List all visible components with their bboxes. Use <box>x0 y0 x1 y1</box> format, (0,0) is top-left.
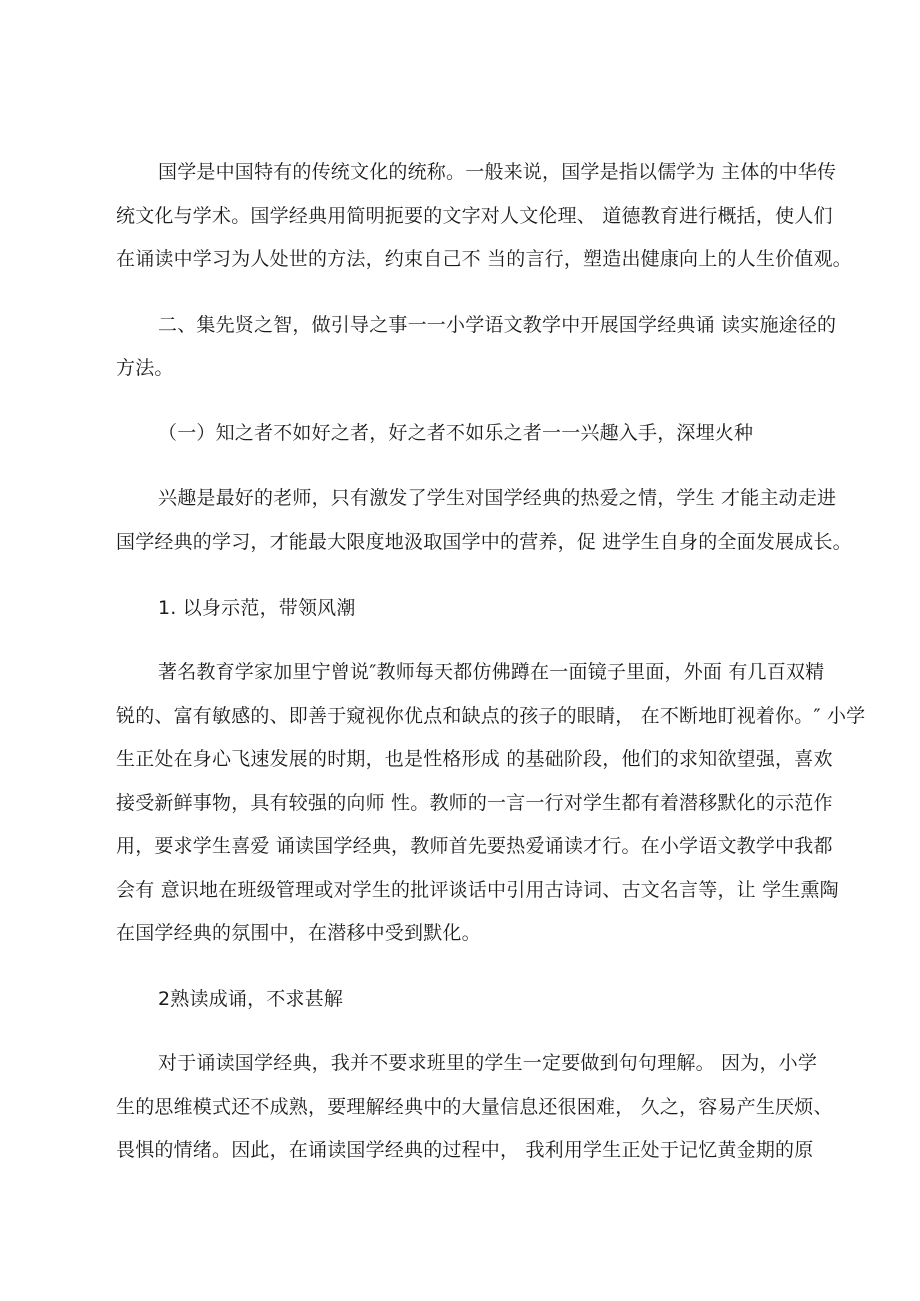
paragraph-line: 生正处在身心飞速发展的时期，也是性格形成 的基础阶段，他们的求知欲望强，喜欢 <box>116 748 833 770</box>
paragraph-line: 国学是中国特有的传统文化的统称。一般来说，国学是指以儒学为 主体的中华传 <box>158 161 837 183</box>
paragraph-line: 生的思维模式还不成熟，要理解经典中的大量信息还很困难， 久之，容易产生厌烦、 <box>116 1096 833 1118</box>
paragraph-line: 锐的、富有敏感的、即善于窥视你优点和缺点的孩子的眼睛， 在不断地盯视着你。″ 小学 <box>116 705 866 727</box>
paragraph-line: 国学经典的学习，才能最大限度地汲取国学中的营养，促 进学生自身的全面发展成长。 <box>116 531 852 553</box>
section-heading: 二、集先贤之智，做引导之事一一小学语文教学中开展国学经典诵 读实施途径的 <box>158 314 837 336</box>
paragraph-line: 兴趣是最好的老师，只有激发了学生对国学经典的热爱之情，学生 才能主动走进 <box>158 487 837 509</box>
item-heading: 2熟读成诵，不求甚解 <box>158 988 344 1010</box>
paragraph-line: 在国学经典的氛围中，在潜移中受到默化。 <box>116 922 481 944</box>
subsection-heading: （一）知之者不如好之者，好之者不如乐之者一一兴趣入手，深埋火种 <box>158 422 754 444</box>
section-heading: 方法。 <box>116 357 174 379</box>
paragraph-line: 在诵读中学习为人处世的方法，约束自己不 当的言行，塑造出健康向上的人生价值观。 <box>116 248 852 270</box>
paragraph-line: 统文化与学术。国学经典用简明扼要的文字对人文伦理、 道德教育进行概括，使人们 <box>116 205 833 227</box>
paragraph-line: 会有 意识地在班级管理或对学生的批评谈话中引用古诗词、古文名言等，让 学生熏陶 <box>116 879 839 901</box>
paragraph-line: 用，要求学生喜爱 诵读国学经典，教师首先要热爱诵读才行。在小学语文教学中我都 <box>116 835 833 857</box>
paragraph-line: 著名教育学家加里宁曾说″教师每天都仿佛蹲在一面镜子里面，外面 有几百双精 <box>158 661 825 683</box>
paragraph-line: 对于诵读国学经典，我并不要求班里的学生一定要做到句句理解。 因为，小学 <box>158 1052 818 1074</box>
paragraph-line: 畏惧的情绪。因此，在诵读国学经典的过程中， 我利用学生正处于记忆黄金期的原 <box>116 1139 814 1161</box>
paragraph-line: 接受新鲜事物，具有较强的向师 性。教师的一言一行对学生都有着潜移默化的示范作 <box>116 792 833 814</box>
item-heading: 1. 以身示范，带领风潮 <box>158 597 356 619</box>
